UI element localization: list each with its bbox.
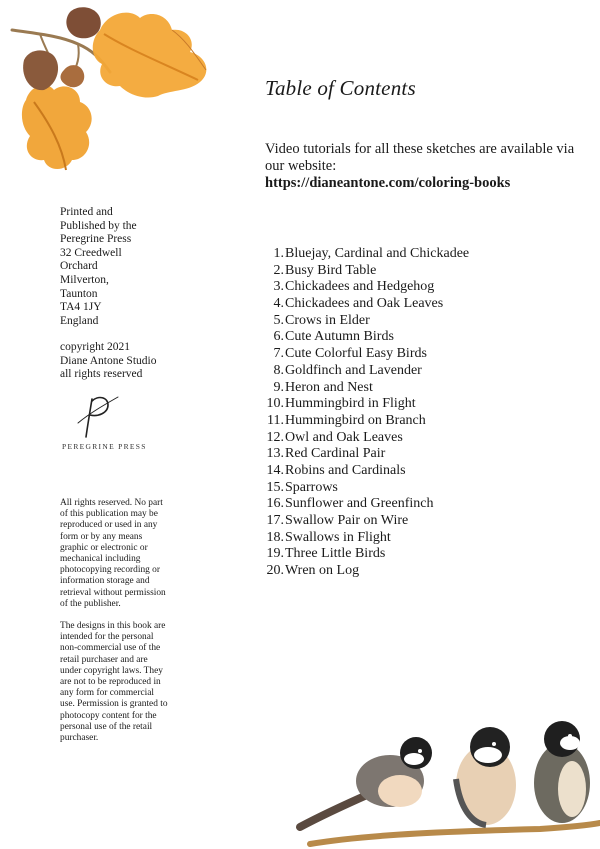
toc-item[interactable]: [262, 430, 469, 447]
toc-item[interactable]: [262, 530, 469, 547]
publisher-line: Published by the: [60, 219, 137, 232]
copyright-notice: [60, 341, 190, 382]
toc-item-label: Sunflower and Greenfinch: [285, 496, 434, 512]
copyright-line: copyright 2021: [60, 341, 130, 353]
copyright-line: Diane Antone Studio: [60, 354, 157, 367]
chickadee-icon: [300, 737, 432, 827]
publisher-line: Milverton,: [60, 273, 109, 286]
chickadee-icon: [534, 721, 590, 823]
intro-text-block: [265, 141, 575, 192]
publisher-line: 32 Creedwell: [60, 246, 122, 259]
toc-item-number: 18.: [266, 529, 284, 545]
toc-item[interactable]: [262, 313, 469, 330]
toc-item-label: Cute Autumn Birds: [285, 329, 394, 345]
toc-item-label: Hummingbird on Branch: [285, 412, 426, 428]
toc-item-number: 11.: [267, 412, 284, 428]
toc-item-label: Wren on Log: [285, 563, 360, 579]
publisher-line: Orchard: [60, 260, 98, 273]
toc-item-label: Hummingbird in Flight: [285, 396, 416, 412]
toc-item[interactable]: [262, 513, 469, 530]
page-title: Table of Contents: [265, 76, 416, 100]
toc-item-number: 6.: [273, 329, 284, 345]
logo-wordmark: PEREGRINE PRESS: [62, 442, 147, 451]
toc-item-number: 10.: [266, 396, 284, 412]
toc-item-number: 7.: [273, 346, 284, 362]
toc-item-label: Owl and Oak Leaves: [285, 429, 403, 445]
toc-item[interactable]: [262, 329, 469, 346]
publisher-address: [60, 206, 180, 328]
toc-item-label: Three Little Birds: [285, 546, 386, 562]
toc-item[interactable]: [262, 279, 469, 296]
toc-item[interactable]: [262, 396, 469, 413]
toc-list: [262, 246, 469, 580]
toc-item-label: Swallow Pair on Wire: [285, 513, 409, 528]
toc-item[interactable]: [262, 413, 469, 430]
toc-item[interactable]: [262, 296, 469, 313]
toc-item[interactable]: [262, 246, 469, 263]
toc-item[interactable]: [262, 496, 469, 513]
oak-leaf-large-icon: [93, 13, 207, 98]
toc-item-label: Crows in Elder: [285, 312, 370, 328]
toc-item-number: 12.: [266, 429, 284, 445]
toc-item-number: 15.: [266, 479, 284, 495]
toc-item-label: Bluejay, Cardinal and Chickadee: [285, 246, 470, 261]
toc-item-number: 19.: [266, 546, 284, 562]
toc-item-number: 20.: [266, 563, 284, 579]
toc-item[interactable]: [262, 363, 469, 380]
toc-item[interactable]: [262, 263, 469, 280]
peregrine-p-logo-icon: [74, 393, 120, 439]
toc-item-label: Busy Bird Table: [285, 262, 377, 278]
toc-item-number: 1.: [273, 246, 284, 261]
toc-item-number: 5.: [273, 312, 284, 328]
toc-item-label: Robins and Cardinals: [285, 462, 406, 478]
publisher-line: Printed and: [60, 206, 113, 218]
toc-item[interactable]: [262, 346, 469, 363]
chickadee-icon: [456, 727, 516, 825]
toc-item-label: Chickadees and Hedgehog: [285, 279, 435, 295]
intro-text: Video tutorials for all these sketches are available via our website:: [265, 141, 575, 174]
oak-leaves-illustration: [0, 0, 230, 185]
toc-item-label: Swallows in Flight: [285, 529, 391, 545]
usage-paragraph: The designs in this book are intended for the personal non-commercial use of the retail purchaser and are under copyright laws. They are not to be reproduced in any form for commercial use. Permission is granted to photocopy content for the personal use of the retail purchaser.: [60, 621, 168, 744]
toc-item[interactable]: [262, 446, 469, 463]
toc-item-label: Sparrows: [285, 479, 338, 495]
chickadees-illustration: [280, 719, 600, 849]
toc-item-label: Chickadees and Oak Leaves: [285, 296, 444, 312]
publisher-line: Peregrine Press: [60, 233, 132, 246]
publisher-logo: [60, 393, 150, 455]
publisher-line: England: [60, 314, 99, 327]
toc-item-number: 9.: [273, 379, 284, 395]
toc-item-number: 2.: [273, 262, 284, 278]
toc-item-number: 14.: [266, 462, 284, 478]
rights-paragraph: All rights reserved. No part of this publication may be reproduced or used in any form or by any means graphic or electronic or mechanical including photocopying recording or information storage and retrieval without permission of the publisher.: [60, 498, 166, 609]
toc-item-label: Cute Colorful Easy Birds: [285, 346, 427, 362]
publisher-line: Taunton: [60, 287, 98, 300]
toc-item[interactable]: [262, 480, 469, 497]
branch-icon: [310, 823, 600, 844]
toc-item-number: 16.: [266, 496, 284, 512]
toc-item-number: 4.: [273, 296, 284, 312]
rights-notice: [60, 498, 170, 755]
toc-item-number: 17.: [266, 513, 284, 528]
toc-item[interactable]: [262, 546, 469, 563]
publisher-line: TA4 1JY: [60, 301, 102, 314]
oak-leaf-small-icon: [22, 85, 92, 170]
toc-item[interactable]: [262, 563, 469, 580]
website-link[interactable]: https://dianeantone.com/coloring-books: [265, 175, 511, 191]
toc-item-label: Goldfinch and Lavender: [285, 362, 422, 378]
toc-item[interactable]: [262, 463, 469, 480]
copyright-line: all rights reserved: [60, 368, 143, 381]
toc-item-number: 8.: [273, 362, 284, 378]
toc-item-label: Red Cardinal Pair: [285, 446, 386, 462]
toc-item[interactable]: [262, 380, 469, 397]
toc-item-number: 3.: [273, 279, 284, 295]
toc-item-number: 13.: [266, 446, 284, 462]
toc-item-label: Heron and Nest: [285, 379, 373, 395]
